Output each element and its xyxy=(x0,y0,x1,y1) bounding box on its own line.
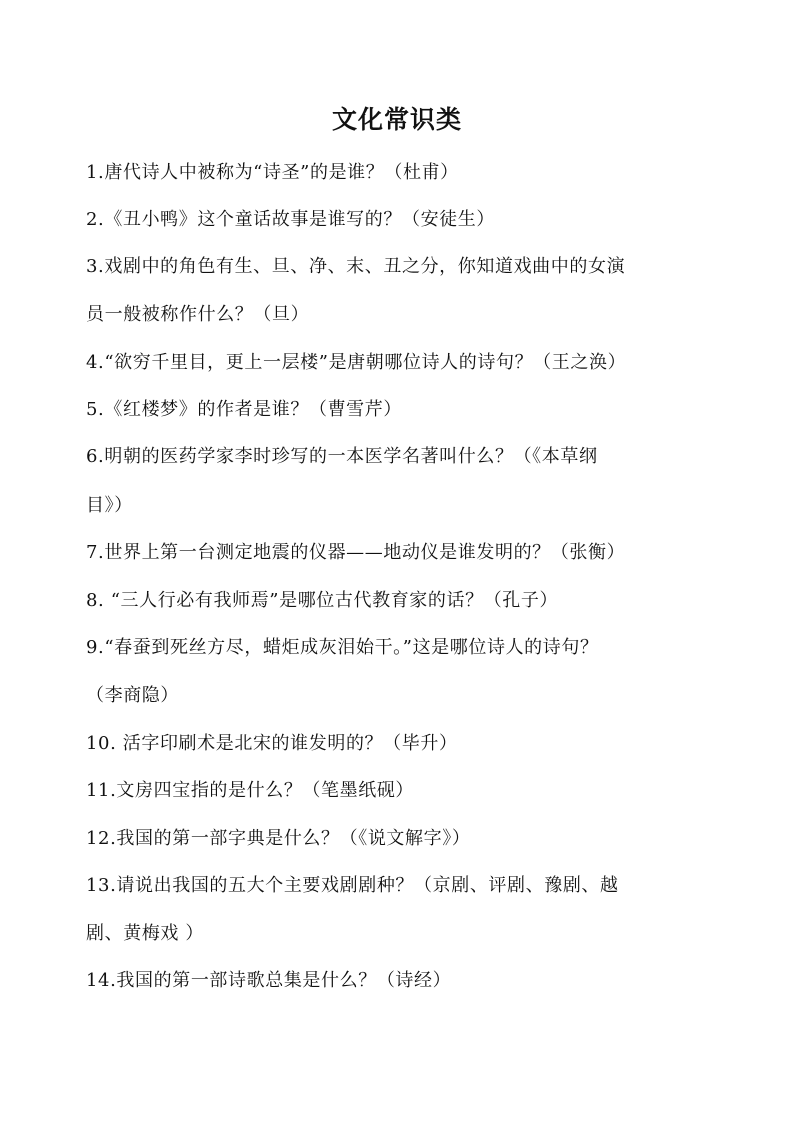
question-line-12: 12.我国的第一部字典是什么？（《说文解字》） xyxy=(86,828,471,849)
question-line-13a: 13.请说出我国的五大个主要戏剧剧种？（京剧、评剧、豫剧、越 xyxy=(86,875,619,896)
question-line-9a: 9.“春蚕到死丝方尽，蜡炬成灰泪始干。”这是哪位诗人的诗句？ xyxy=(86,637,599,658)
question-line-14: 14.我国的第一部诗歌总集是什么？（诗经） xyxy=(86,970,452,991)
question-line-1: 1.唐代诗人中被称为“诗圣”的是谁？（杜甫） xyxy=(86,162,459,183)
question-line-3b: 员一般被称作什么？（旦） xyxy=(86,304,310,325)
question-line-8: 8. “三人行必有我师焉”是哪位古代教育家的话？（孔子） xyxy=(86,590,559,611)
question-line-10: 10. 活字印刷术是北宋的谁发明的？（毕升） xyxy=(86,733,458,754)
question-line-4: 4.“欲穷千里目，更上一层楼”是唐朝哪位诗人的诗句？（王之涣） xyxy=(86,352,627,373)
question-line-5: 5.《红楼梦》的作者是谁？（曹雪芹） xyxy=(86,399,402,420)
question-line-6b: 目》） xyxy=(86,495,133,516)
document-title: 文化常识类 xyxy=(331,105,462,134)
question-line-9b: （李商隐） xyxy=(86,685,179,706)
question-line-6a: 6.明朝的医药学家李时珍写的一本医学名著叫什么？（《本草纲 xyxy=(86,446,598,467)
question-line-7: 7.世界上第一台测定地震的仪器——地动仪是谁发明的？（张衡） xyxy=(86,542,626,563)
question-line-13b: 剧、黄梅戏 ） xyxy=(86,923,204,944)
question-line-2: 2.《丑小鸭》这个童话故事是谁写的？（安徒生） xyxy=(86,209,495,230)
question-line-11: 11.文房四宝指的是什么？（笔墨纸砚） xyxy=(86,780,415,801)
question-line-3a: 3.戏剧中的角色有生、旦、净、末、丑之分，你知道戏曲中的女演 xyxy=(86,256,626,277)
